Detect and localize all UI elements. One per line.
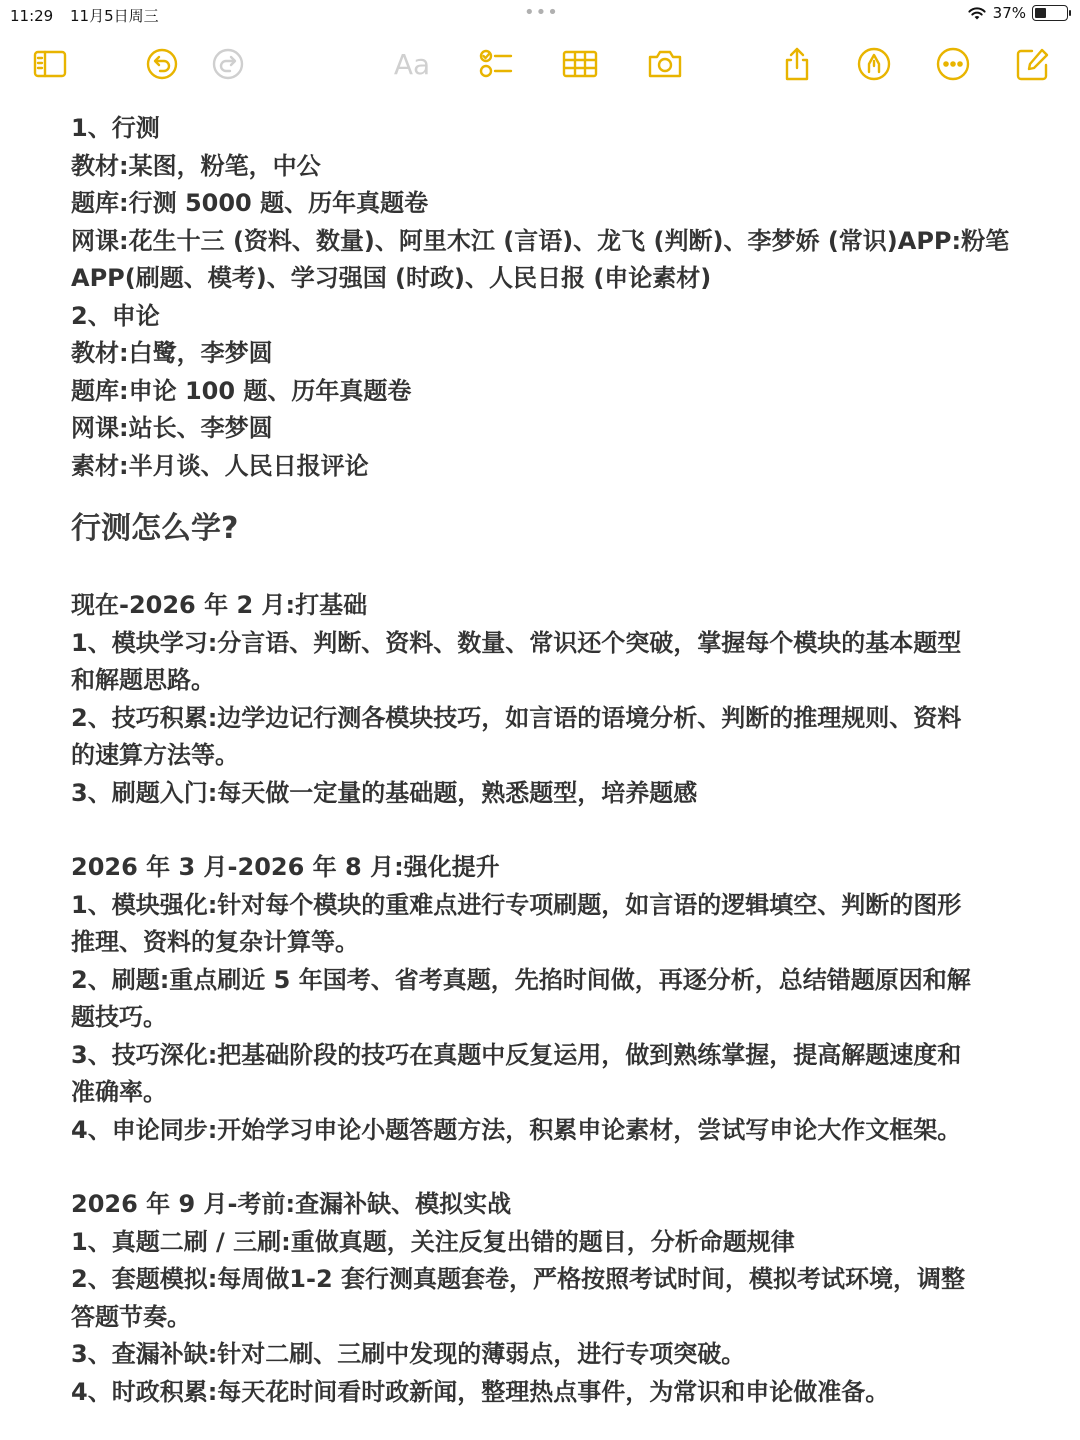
note-line: 题技巧。 <box>71 1003 167 1031</box>
sidebar-icon[interactable] <box>30 44 70 84</box>
status-indicators <box>967 4 1068 22</box>
wifi-icon <box>967 5 987 21</box>
share-icon[interactable] <box>777 44 817 84</box>
note-line: 1、行测 <box>71 114 160 142</box>
camera-icon[interactable] <box>645 44 685 84</box>
more-options-icon[interactable] <box>933 44 973 84</box>
note-line: 题库:申论 100 题、历年真题卷 <box>71 376 412 405</box>
note-line: 1、模块学习:分言语、判断、资料、数量、常识还个突破，掌握每个模块的基本题型 <box>71 628 962 657</box>
section-stage-3 <box>71 1186 1021 1411</box>
battery-percent: 37% <box>992 4 1026 22</box>
undo-icon[interactable] <box>142 44 182 84</box>
note-line: 教材:白鹭，李梦圆 <box>71 339 273 367</box>
note-heading: 行测怎么学? <box>71 511 239 546</box>
status-bar <box>0 0 1080 30</box>
table-icon[interactable] <box>560 44 600 84</box>
multitasking-dots[interactable]: ••• <box>524 2 559 23</box>
markup-pen-icon[interactable] <box>854 44 894 84</box>
note-line: 3、查漏补缺:针对二刷、三刷中发现的薄弱点，进行专项突破。 <box>71 1340 746 1368</box>
note-line: 网课:花生十三 (资料、数量)、阿里木江 (言语)、龙飞 (判断)、李梦娇 (常识)APP:粉笔 <box>71 226 1010 255</box>
stage-title: 2026 年 9 月-考前:查漏补缺、模拟实战 <box>71 1190 512 1218</box>
status-time: 11:29 <box>10 7 54 25</box>
note-line: 2、套题模拟:每周做1-2 套行测真题套卷，严格按照考试时间，模拟考试环境，调整 <box>71 1265 966 1293</box>
note-line: 准确率。 <box>71 1078 167 1106</box>
note-line: 4、申论同步:开始学习申论小题答题方法，积累申论素材，尝试写申论大作文框架。 <box>71 1115 962 1144</box>
note-line: 3、技巧深化:把基础阶段的技巧在真题中反复运用，做到熟练掌握，提高解题速度和 <box>71 1040 962 1069</box>
stage-title: 现在-2026 年 2 月:打基础 <box>71 591 368 619</box>
note-line: 1、真题二刷 / 三刷:重做真题，关注反复出错的题目，分析命题规律 <box>71 1227 795 1256</box>
compose-icon[interactable] <box>1013 44 1053 84</box>
redo-icon[interactable] <box>208 44 248 84</box>
stage-title: 2026 年 3 月-2026 年 8 月:强化提升 <box>71 853 500 881</box>
battery-fill <box>1035 8 1046 18</box>
blank-line <box>71 812 1021 849</box>
status-time-date <box>10 5 171 26</box>
note-line: APP(刷题、模考)、学习强国 (时政)、人民日报 (申论素材) <box>71 264 712 292</box>
note-line: 2、刷题:重点刷近 5 年国考、省考真题，先掐时间做，再逐分析，总结错题原因和解 <box>71 965 971 994</box>
section-stage-1 <box>71 587 1021 812</box>
section-stage-2 <box>71 849 1021 1149</box>
note-body[interactable] <box>71 110 1021 1411</box>
blank-line <box>71 1149 1021 1186</box>
note-line: 素材:半月谈、人民日报评论 <box>71 451 369 480</box>
notes-toolbar <box>0 40 1080 90</box>
section-materials <box>71 110 1021 485</box>
note-line: 答题节奏。 <box>71 1302 191 1331</box>
checklist-icon[interactable] <box>476 44 516 84</box>
note-line: 的速算方法等。 <box>71 741 239 769</box>
note-line: 3、刷题入门:每天做一定量的基础题，熟悉题型，培养题感 <box>71 778 698 807</box>
note-line: 4、时政积累:每天花时间看时政新闻，整理热点事件，为常识和申论做准备。 <box>71 1377 890 1406</box>
note-line: 推理、资料的复杂计算等。 <box>71 928 359 956</box>
note-line: 教材:某图，粉笔，中公 <box>71 151 321 180</box>
note-line: 1、模块强化:针对每个模块的重难点进行专项刷题，如言语的逻辑填空、判断的图形 <box>71 890 962 919</box>
note-line: 2、申论 <box>71 301 160 330</box>
status-date: 11月5日周三 <box>70 7 159 25</box>
note-line: 网课:站长、李梦圆 <box>71 414 273 442</box>
note-line: 题库:行测 5000 题、历年真题卷 <box>71 189 429 217</box>
text-format-icon[interactable]: Aa <box>393 47 431 81</box>
note-line: 2、技巧积累:边学边记行测各模块技巧，如言语的语境分析、判断的推理规则、资料 <box>71 703 962 732</box>
battery-icon <box>1032 5 1068 21</box>
note-line: 和解题思路。 <box>71 666 215 694</box>
